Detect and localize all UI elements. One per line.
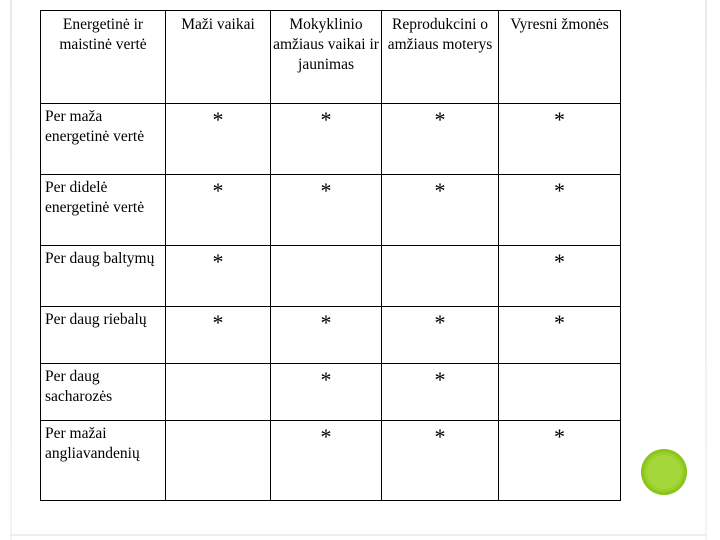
- table-row: [41, 104, 621, 175]
- row-label: Per maža energetinė vertė: [41, 104, 166, 175]
- column-header: Vyresni žmonės: [499, 11, 621, 104]
- table-row: [41, 364, 621, 421]
- slide-frame-bottom: [10, 534, 707, 536]
- table-cell: [166, 364, 271, 421]
- table-cell: *: [271, 421, 382, 501]
- table-cell: *: [271, 307, 382, 364]
- row-label: Per didelė energetinė vertė: [41, 175, 166, 246]
- table-cell: *: [499, 175, 621, 246]
- table-cell: [499, 364, 621, 421]
- table-cell: *: [499, 307, 621, 364]
- table-cell: [382, 246, 499, 307]
- column-header: Reprodukcini o amžiaus moterys: [382, 11, 499, 104]
- table-cell: [166, 421, 271, 501]
- table-cell: *: [382, 364, 499, 421]
- column-header: Energetinė ir maistinė vertė: [41, 11, 166, 104]
- table-cell: [271, 246, 382, 307]
- nutrition-table: [40, 10, 621, 501]
- row-label: Per daug sacharozės: [41, 364, 166, 421]
- accent-dot: [641, 449, 687, 495]
- row-label: Per daug riebalų: [41, 307, 166, 364]
- table-cell: *: [499, 246, 621, 307]
- slide-frame-left: [10, 0, 12, 540]
- table-row: [41, 307, 621, 364]
- table-cell: *: [166, 246, 271, 307]
- table-cell: *: [166, 307, 271, 364]
- column-header: Maži vaikai: [166, 11, 271, 104]
- table-cell: *: [271, 364, 382, 421]
- row-label: Per mažai angliavandenių: [41, 421, 166, 501]
- table-cell: *: [499, 421, 621, 501]
- table-row: [41, 421, 621, 501]
- row-label: Per daug baltymų: [41, 246, 166, 307]
- table-cell: *: [382, 104, 499, 175]
- table-cell: *: [271, 175, 382, 246]
- table-cell: *: [499, 104, 621, 175]
- table-row: [41, 175, 621, 246]
- table-cell: *: [166, 175, 271, 246]
- table-cell: *: [382, 421, 499, 501]
- table-row: [41, 246, 621, 307]
- table-cell: *: [382, 175, 499, 246]
- column-header: Mokyklinio amžiaus vaikai ir jaunimas: [271, 11, 382, 104]
- table-cell: *: [166, 104, 271, 175]
- table-cell: *: [382, 307, 499, 364]
- slide-frame-right: [705, 0, 707, 540]
- table-cell: *: [271, 104, 382, 175]
- table-header-row: [41, 11, 621, 104]
